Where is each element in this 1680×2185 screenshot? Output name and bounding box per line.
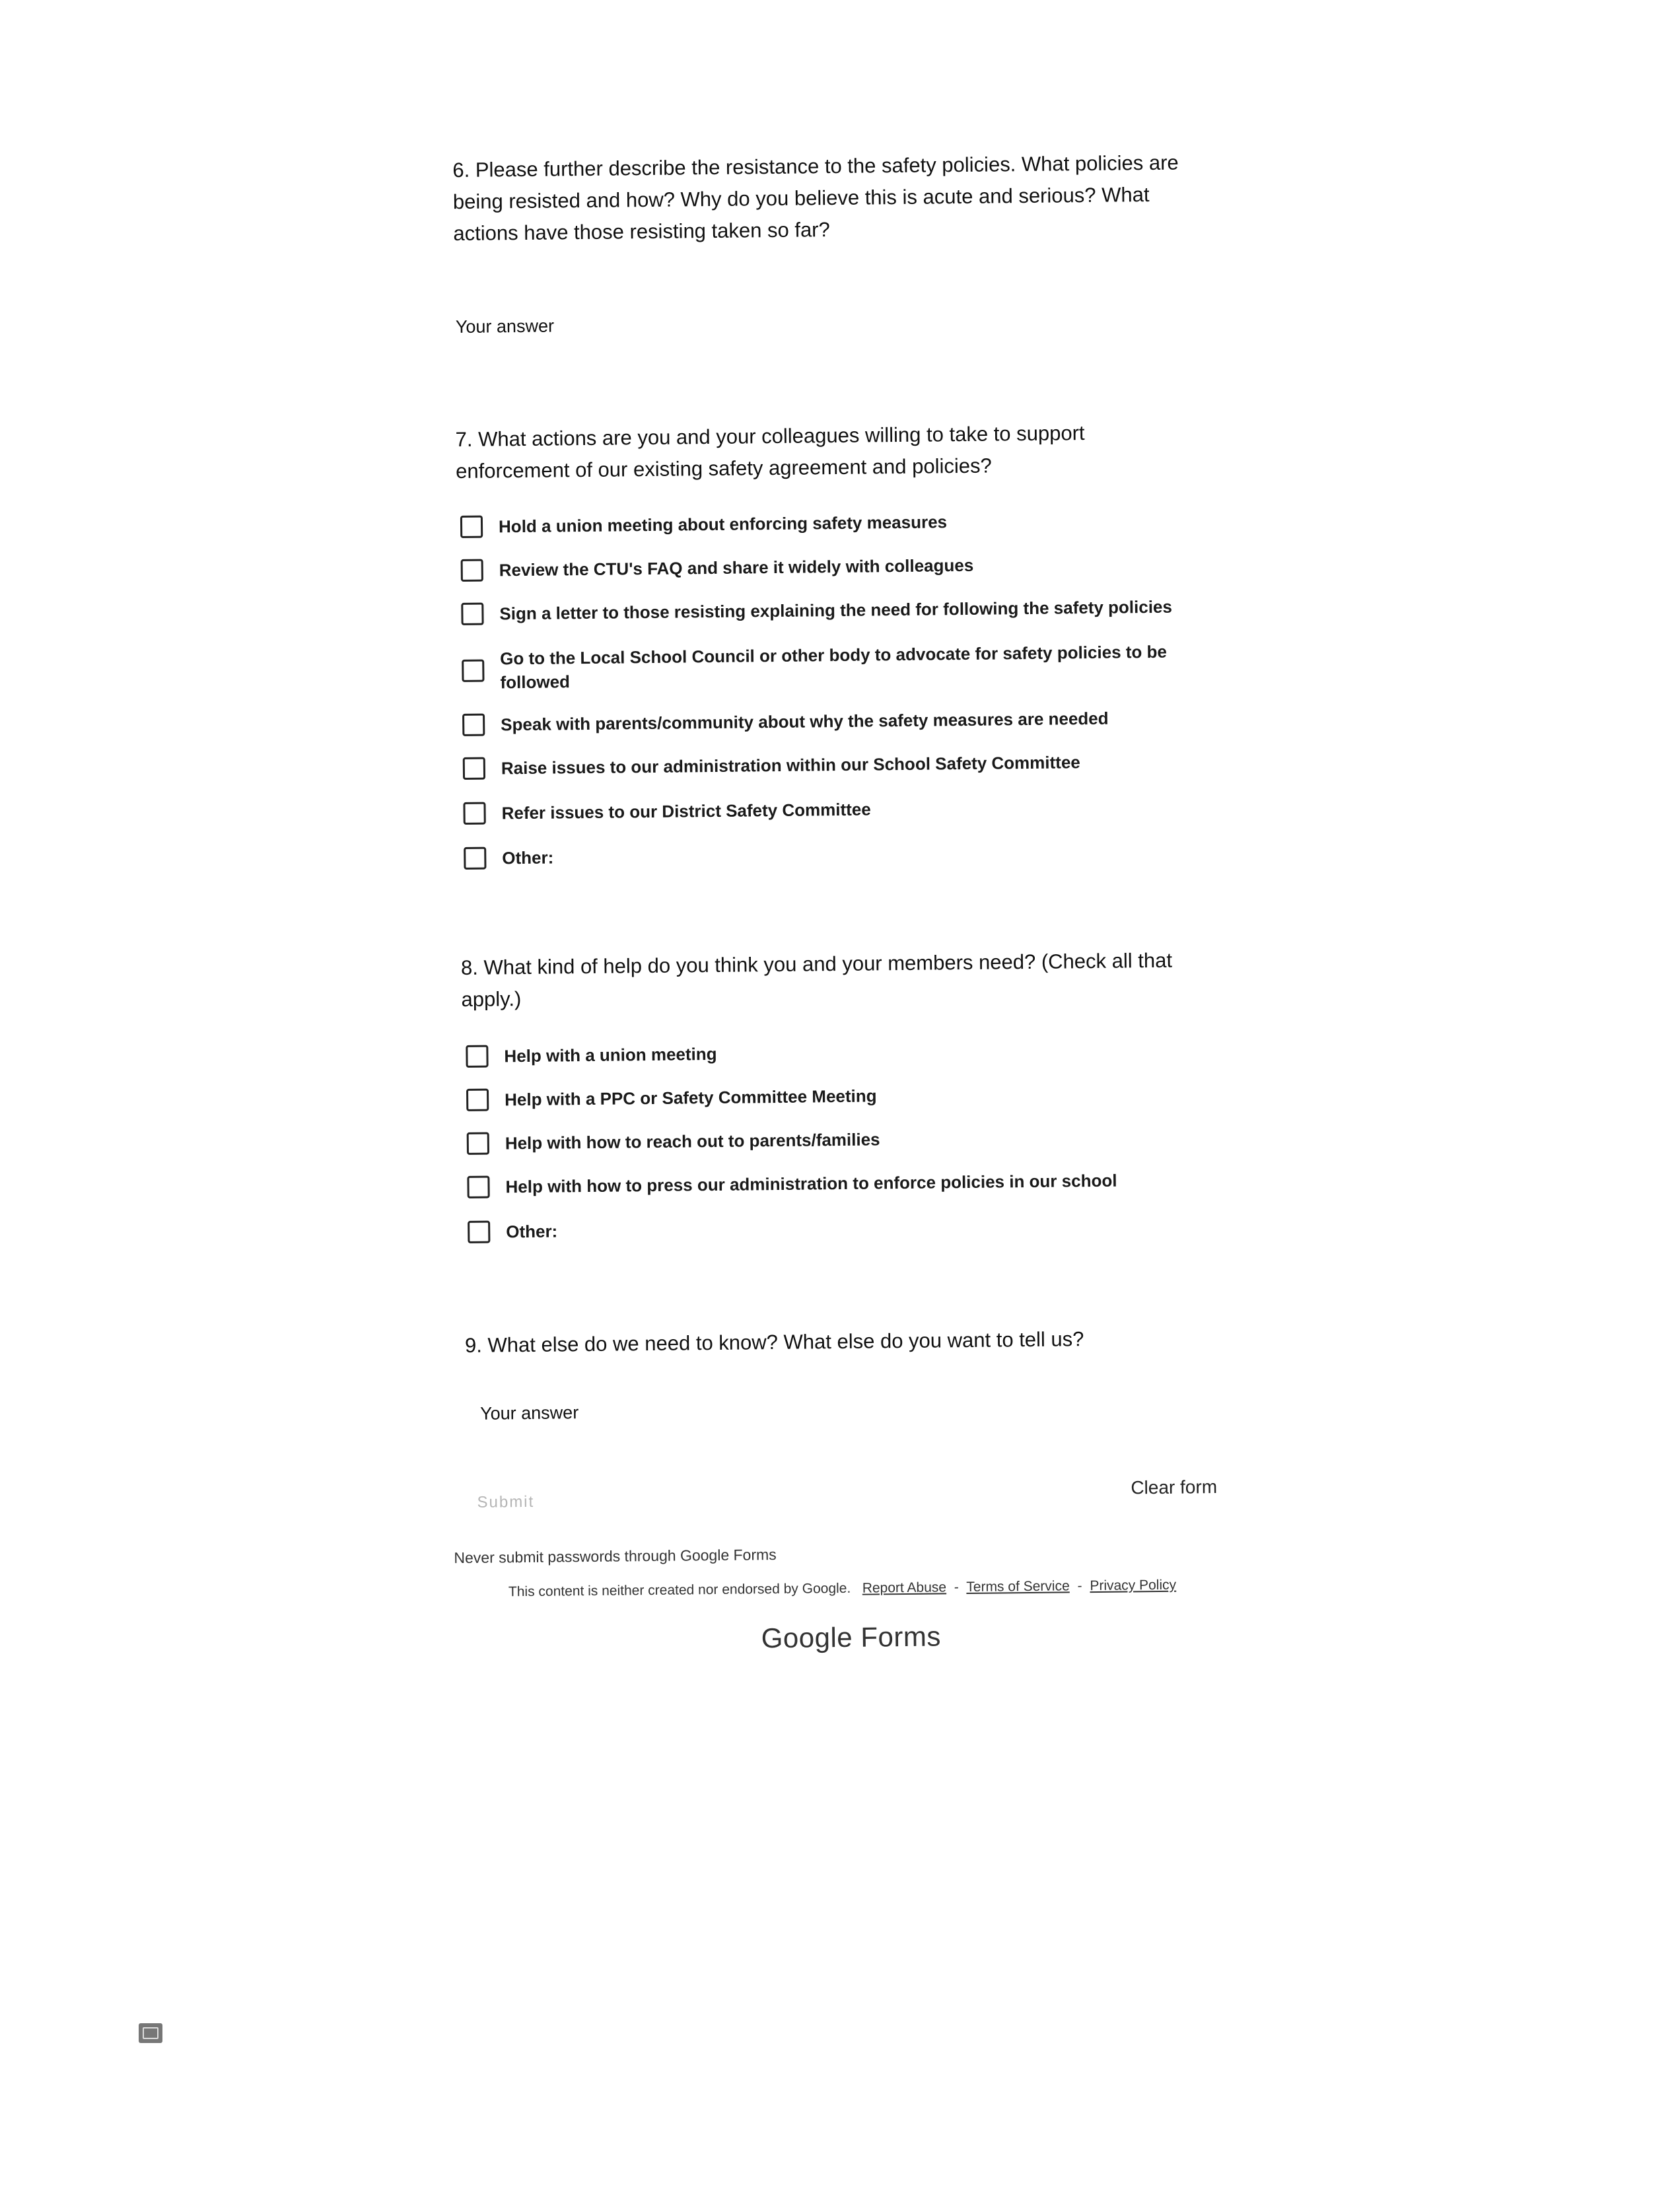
option-label: Other:	[502, 847, 554, 868]
question-8-option-1[interactable]	[466, 1037, 1192, 1068]
question-7-option-1[interactable]	[460, 507, 1187, 539]
option-label: Help with a PPC or Safety Committee Meeting	[504, 1086, 877, 1110]
question-6-line-3: actions have those resisting taken so far?	[453, 218, 830, 246]
question-8-options	[466, 1037, 1192, 1242]
question-6-line-2: being resisted and how? Why do you believe this is acute and serious? What	[452, 183, 1150, 214]
question-6-title	[452, 147, 1179, 250]
option-label: Refer issues to our District Safety Committee	[501, 799, 871, 823]
option-label-line-2: followed	[500, 672, 571, 693]
checkbox[interactable]	[462, 714, 485, 736]
question-8-option-2[interactable]	[466, 1080, 1193, 1112]
question-7-options	[460, 507, 1187, 868]
option-label: Sign a letter to those resisting explaining the need for following the safety policies	[499, 596, 1173, 624]
question-8-line-1: 8. What kind of help do you think you and your members need? (Check all that	[460, 948, 1173, 979]
question-8-title	[461, 944, 1188, 1016]
option-label: Review the CTU's FAQ and share it widely with colleagues	[499, 555, 974, 580]
question-7-title	[455, 417, 1182, 488]
question-8-option-other[interactable]	[468, 1212, 1194, 1244]
question-6-answer-input[interactable]: Your answer	[455, 316, 555, 337]
report-abuse-link[interactable]: Report Abuse	[862, 1579, 947, 1596]
checkbox[interactable]	[461, 559, 483, 582]
report-icon[interactable]	[139, 2023, 162, 2043]
option-label: Help with a union meeting	[504, 1043, 717, 1066]
checkbox[interactable]	[462, 660, 484, 682]
question-8-option-4[interactable]	[467, 1167, 1193, 1199]
question-7-option-7[interactable]	[463, 794, 1189, 825]
checkbox[interactable]	[464, 847, 486, 870]
checkbox[interactable]	[467, 1176, 489, 1198]
question-6-line-1: 6. Please further describe the resistance to the safety policies. What policies are	[452, 151, 1179, 182]
checkbox[interactable]	[466, 1089, 489, 1111]
checkbox[interactable]	[466, 1045, 488, 1068]
option-label: Help with how to reach out to parents/families	[505, 1129, 880, 1154]
disclaimer-text: This content is neither created nor endorsed by Google.	[508, 1580, 851, 1600]
question-7-option-2[interactable]	[461, 551, 1187, 582]
option-label: Raise issues to our administration within our School Safety Committee	[501, 752, 1080, 779]
footer-disclaimer-line	[508, 1578, 1176, 1601]
checkbox[interactable]	[467, 1132, 489, 1155]
checkbox[interactable]	[463, 802, 485, 825]
option-label: Other:	[506, 1221, 558, 1242]
question-7-option-other[interactable]	[464, 839, 1190, 870]
question-9-line-1: 9. What else do we need to know? What else do you want to tell us?	[464, 1327, 1084, 1357]
separator: -	[954, 1579, 959, 1595]
option-label: Hold a union meeting about enforcing safety measures	[498, 512, 948, 537]
question-7-option-5[interactable]	[462, 705, 1189, 737]
checkbox[interactable]	[468, 1221, 490, 1243]
google-forms-logo: Google Forms	[761, 1620, 942, 1654]
question-7-option-4[interactable]	[462, 639, 1189, 695]
option-label: Help with how to press our administration to enforce policies in our school	[505, 1170, 1117, 1197]
question-7-option-3[interactable]	[461, 594, 1187, 626]
privacy-policy-link[interactable]: Privacy Policy	[1090, 1577, 1177, 1594]
question-7-line-1: 7. What actions are you and your colleagues willing to take to support	[455, 421, 1085, 452]
question-7-option-6[interactable]	[463, 749, 1189, 780]
question-8-option-3[interactable]	[467, 1124, 1193, 1156]
checkbox[interactable]	[463, 757, 485, 780]
question-7-line-2: enforcement of our existing safety agreement and policies?	[455, 454, 992, 483]
password-warning: Never submit passwords through Google Forms	[454, 1546, 777, 1567]
separator: -	[1077, 1578, 1082, 1594]
question-8-line-2: apply.)	[461, 987, 522, 1011]
option-label: Speak with parents/community about why the safety measures are needed	[501, 708, 1109, 735]
option-label-line-1: Go to the Local School Council or other body to advocate for safety policies to be	[500, 641, 1168, 669]
terms-of-service-link[interactable]: Terms of Service	[966, 1578, 1070, 1595]
checkbox[interactable]	[460, 516, 483, 538]
question-9-title	[465, 1322, 1191, 1362]
clear-form-button[interactable]: Clear form	[1131, 1476, 1218, 1498]
checkbox[interactable]	[461, 603, 483, 625]
question-9-answer-input[interactable]: Your answer	[479, 1403, 579, 1424]
submit-button[interactable]: Submit	[477, 1492, 535, 1511]
option-label	[500, 640, 1167, 695]
